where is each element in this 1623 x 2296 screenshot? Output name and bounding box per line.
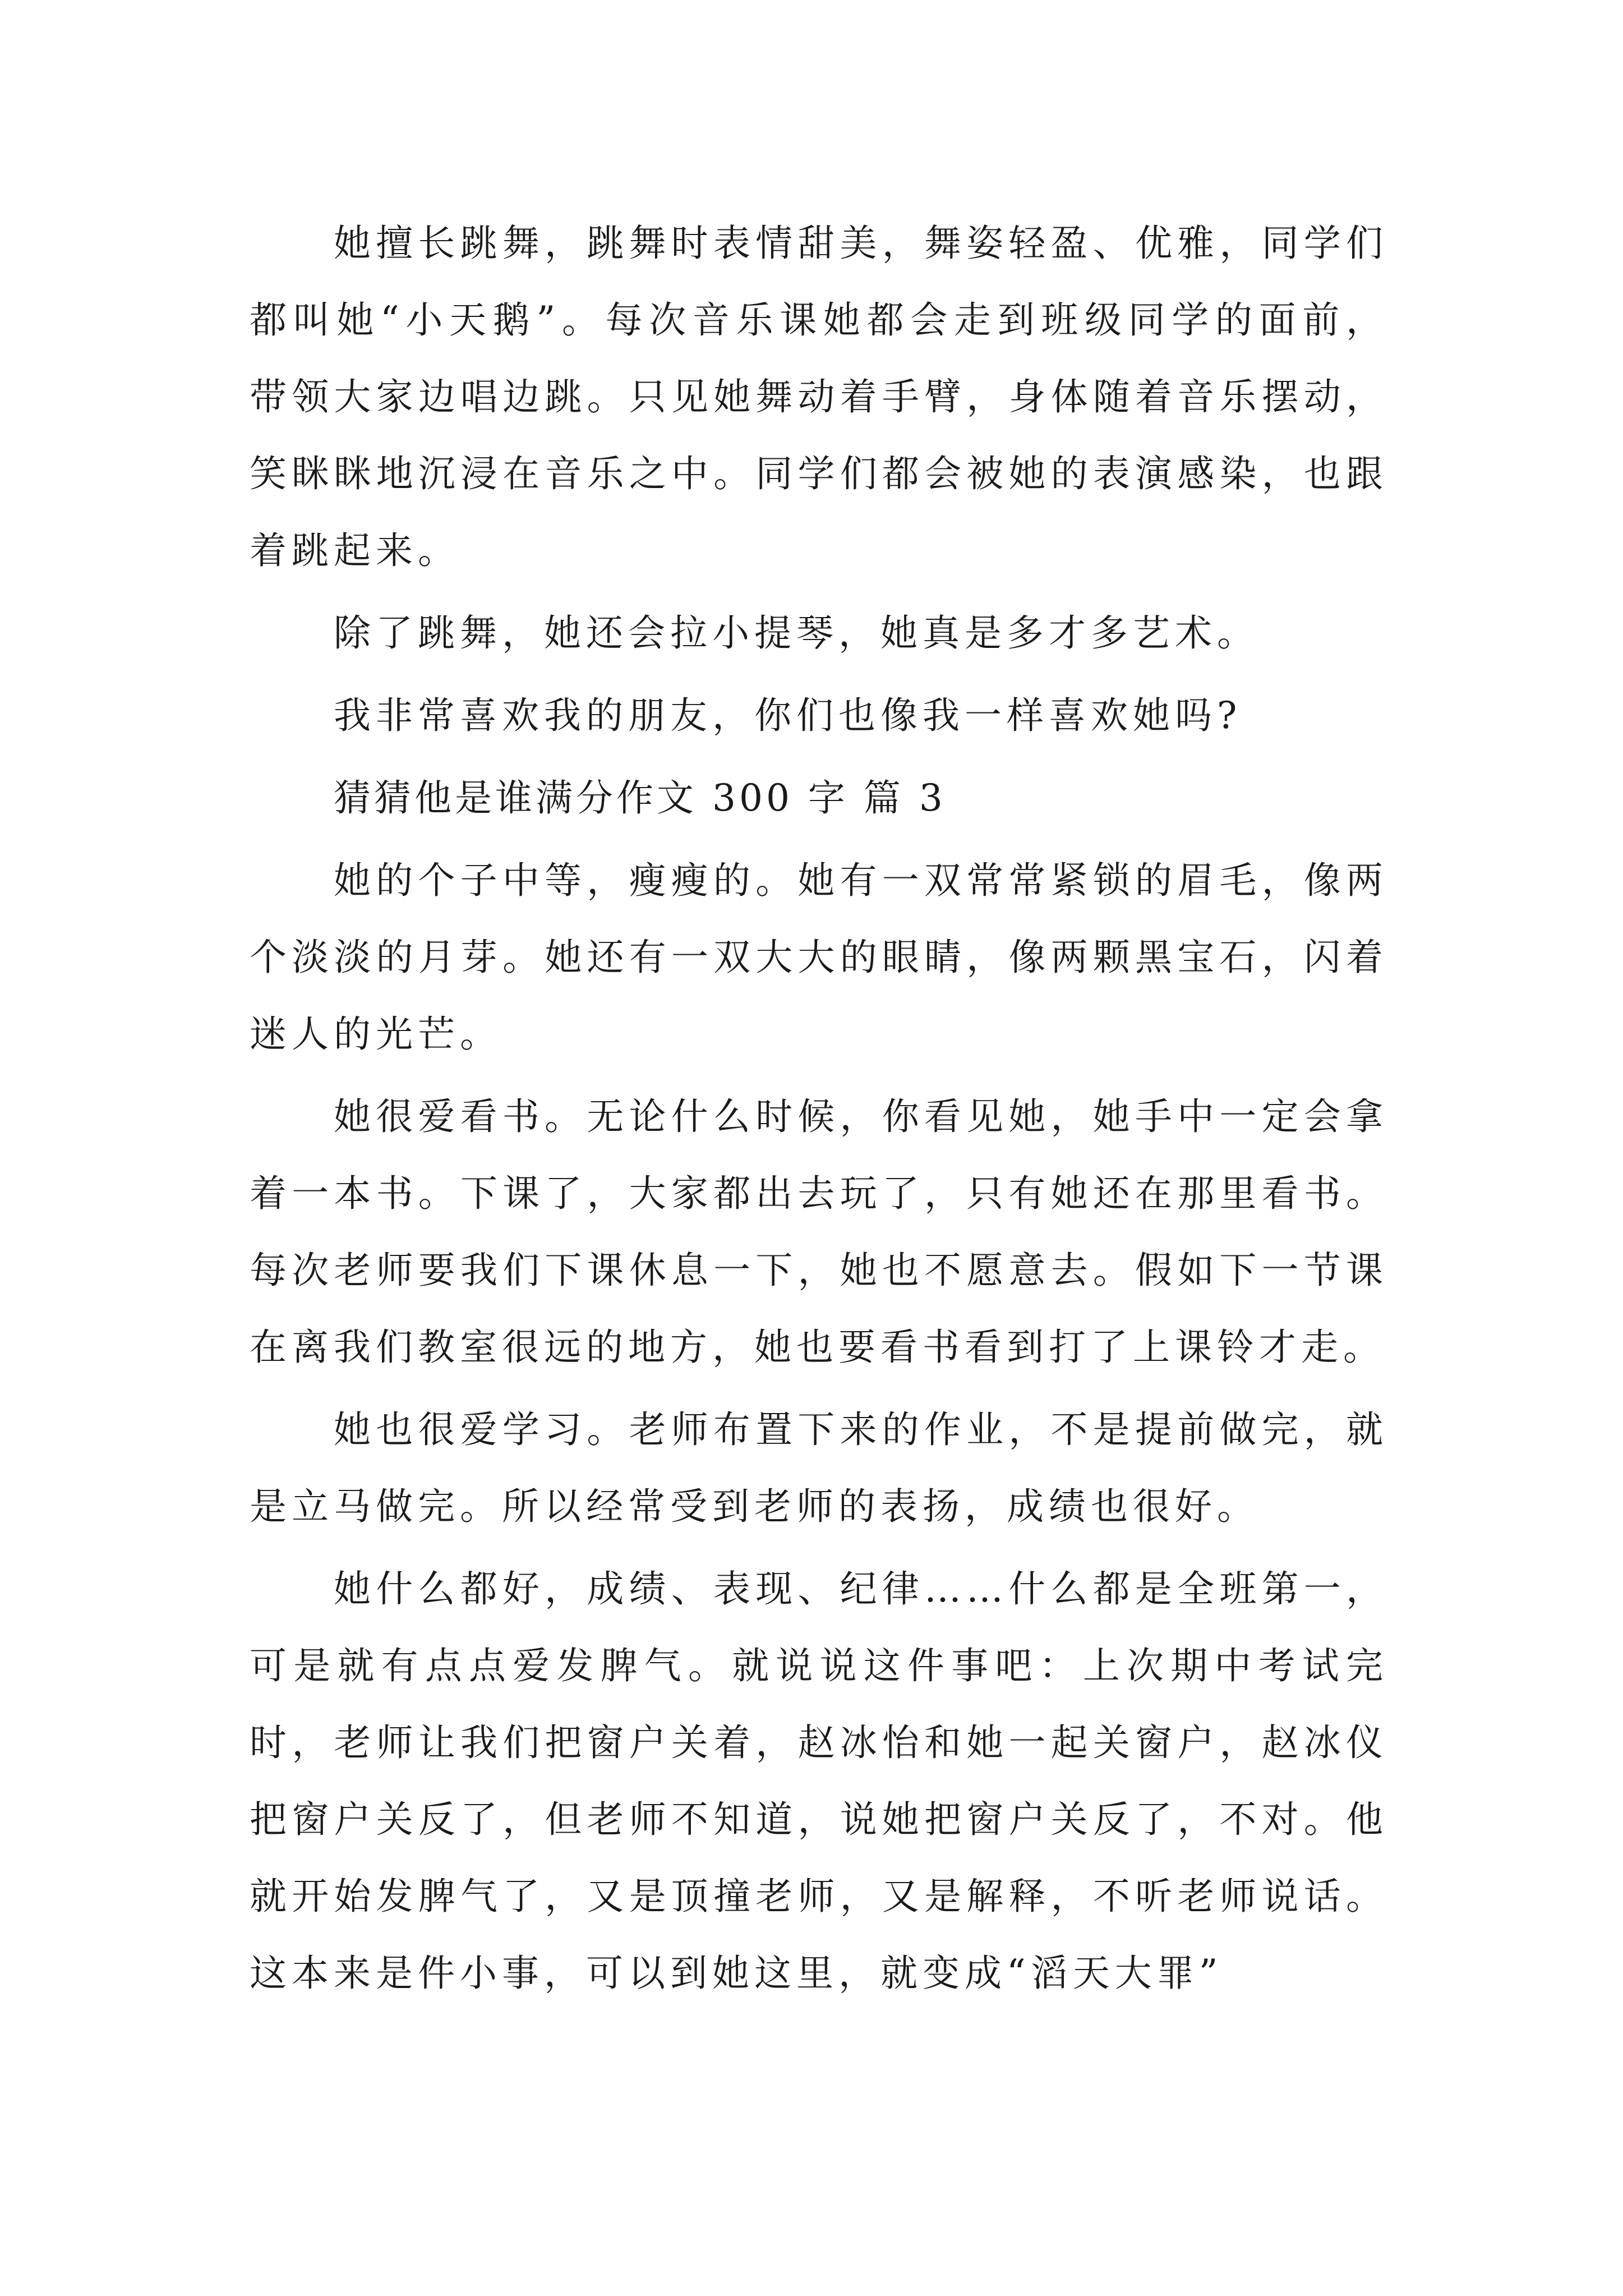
paragraph-reading: 她很爱看书。无论什么时候，你看见她，她手中一定会拿着一本书。下课了，大家都出去玩了，只有她还在那里看书。每次老师要我们下课休息一下，她也不愿意去。假如下一节课在离我们教室很远的地方，她也要看书看到打了上课铃才走。 — [250, 1095, 1388, 1369]
paragraph-violin: 除了跳舞，她还会拉小提琴，她真是多才多艺术。 — [334, 611, 1259, 655]
paragraph-like-friend: 我非常喜欢我的朋友，你们也像我一样喜欢她吗? — [334, 694, 1242, 737]
paragraph-dance: 她擅长跳舞，跳舞时表情甜美，舞姿轻盈、优雅，同学们都叫她“小天鹅”。每次音乐课她都会走到班级同学的面前，带领大家边唱边跳。只见她舞动着手臂，身体随着音乐摆动，笑眯眯地沉浸在音乐之中。同学们都会被她的表演感染，也跟着跳起来。 — [250, 222, 1388, 572]
section-heading: 猜猜他是谁满分作文 300 字 篇 3 — [334, 776, 946, 820]
paragraph-gap — [250, 836, 1388, 842]
paragraph-gap — [250, 754, 1388, 760]
paragraph-temper: 她什么都好，成绩、表现、纪律……什么都是全班第一，可是就有点点爱发脾气。就说说这件事吧：上次期中考试完时，老师让我们把窗户关着，赵冰怡和她一起关窗户，赵冰仪把窗户关反了，但老师不知道，说她把窗户关反了，不对。他就开始发脾气了，又是顶撞老师，又是解释，不听老师说话。这本来是件小事，可以到她这里，就变成“滔天大罪” — [250, 1567, 1388, 1995]
paragraph-gap — [250, 1073, 1388, 1078]
paragraph-appearance: 她的个子中等，瘦瘦的。她有一双常常紧锁的眉毛，像两个淡淡的月芽。她还有一双大大的眼睛，像两颗黑宝石，闪着迷人的光芒。 — [250, 859, 1388, 1056]
paragraph-gap — [250, 1545, 1388, 1550]
body-text — [250, 205, 1388, 2012]
paragraph-study: 她也很爱学习。老师布置下来的作业，不是提前做完，就是立马做完。所以经常受到老师的表扬，成绩也很好。 — [250, 1408, 1388, 1528]
paragraph-gap — [250, 671, 1388, 677]
paragraph-gap — [250, 589, 1388, 595]
paragraph-gap — [250, 1386, 1388, 1391]
